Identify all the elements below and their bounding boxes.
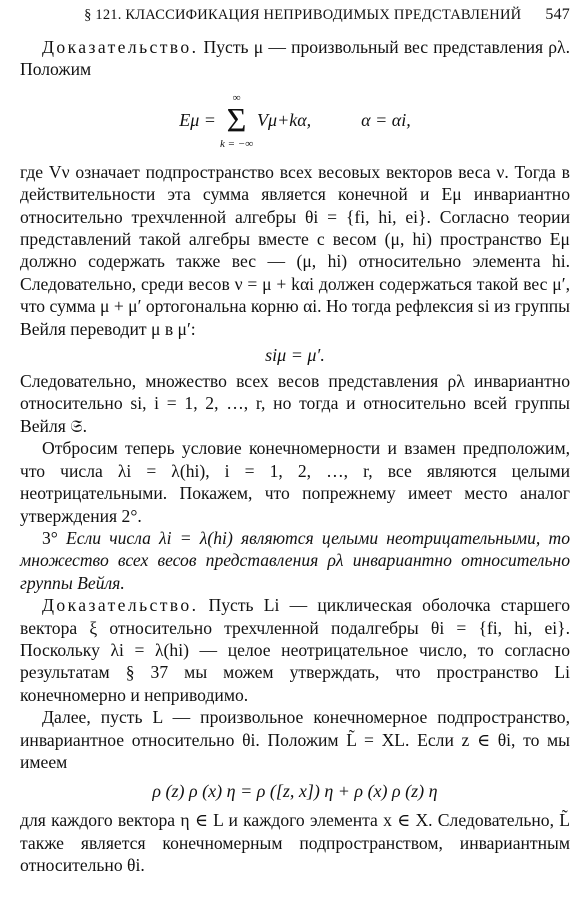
proof-text: Пусть μ — произвольный вес представления ρλ. Положим [20, 37, 570, 80]
statement-number: 3° [42, 527, 58, 548]
proof-text-2: Пусть Li — циклическая оболочка старшего вектора ξ относительно трехчленной подалгебры θi = {fi, hi, ei}. Поскольку λi = λ(hi) — целое неотрицательное число, то согласно результатам § 37 мы можем утверждать, что пространство Li конечномерно и неприводимо. [20, 595, 570, 705]
statement-text: Если числа λi = λ(hi) являются целыми неотрицательными, то множество всех весов представления ρλ инвариантно относительно группы Вейля. [20, 527, 570, 593]
page-number: 547 [545, 6, 570, 23]
formula-reflection: siμ = μ′. [265, 345, 325, 366]
sigma-symbol: Σ [226, 101, 247, 139]
sum-lower-limit: k = −∞ [219, 137, 254, 150]
sum-operator [220, 92, 253, 150]
paragraph-4: Отбросим теперь условие конечномерности и взамен предположим, что числа λi = λ(hi), i = 1, 2, …, r, все являются целыми неотрицательными. Покажем, что попрежнему имеет место аналог утверждения 2°. [20, 438, 570, 526]
proof-paragraph-1 [20, 36, 570, 81]
formula-condition: α = αi, [361, 110, 411, 131]
formula-sum [20, 81, 570, 161]
running-header [20, 6, 570, 30]
sum-upper-limit: ∞ [232, 91, 241, 104]
paragraph-2: где Vν означает подпространство всех весовых векторов веса ν. Тогда в действительности эта сумма является конечной и Eμ инвариантно относительно трехчленной алгебры θi = {fi, hi, ei}. Согласно теории представлений такой алгебры вместе с весом (μ, hi) пространство Eμ должно содержать также вес — (μ, hi) относительно элемента hi. Следовательно, среди весов ν = μ + kαi должен содержаться такой вес μ′, что сумма μ + μ′ ортогональна корню αi. Но тогда рефлексия si из группы Вейля переводит μ в μ′: [20, 161, 570, 339]
formula-commutator: ρ (z) ρ (x) η = ρ ([z, x]) η + ρ (x) ρ (z) η [152, 781, 438, 802]
paragraph-8: для каждого вектора η ∈ L и каждого элемента x ∈ X. Следовательно, L̃ также является конечномерным подпространством, инвариантным относительно θi. [20, 810, 570, 876]
proof-label-2: Доказательство. [42, 595, 199, 616]
paragraph-7: Далее, пусть L — произвольное конечномерное подпространство, инвариантное относительно θi. Положим L̃ = XL. Если z ∈ θi, то мы имеем [20, 707, 570, 772]
statement-3 [20, 527, 570, 594]
sum-term: Vμ+kα, [257, 110, 312, 131]
formula-lhs: Eμ = [179, 110, 216, 131]
section-title: § 121. КЛАССИФИКАЦИЯ НЕПРИВОДИМЫХ ПРЕДСТАВЛЕНИЙ [84, 7, 522, 23]
proof-label: Доказательство. [42, 37, 199, 57]
proof-paragraph-2 [20, 594, 570, 706]
paragraph-3: Следовательно, множество всех весов представления ρλ инвариантно относительно si, i = 1, 2, …, r, но тогда и относительно всей группы Вейля 𝔖. [20, 371, 570, 436]
